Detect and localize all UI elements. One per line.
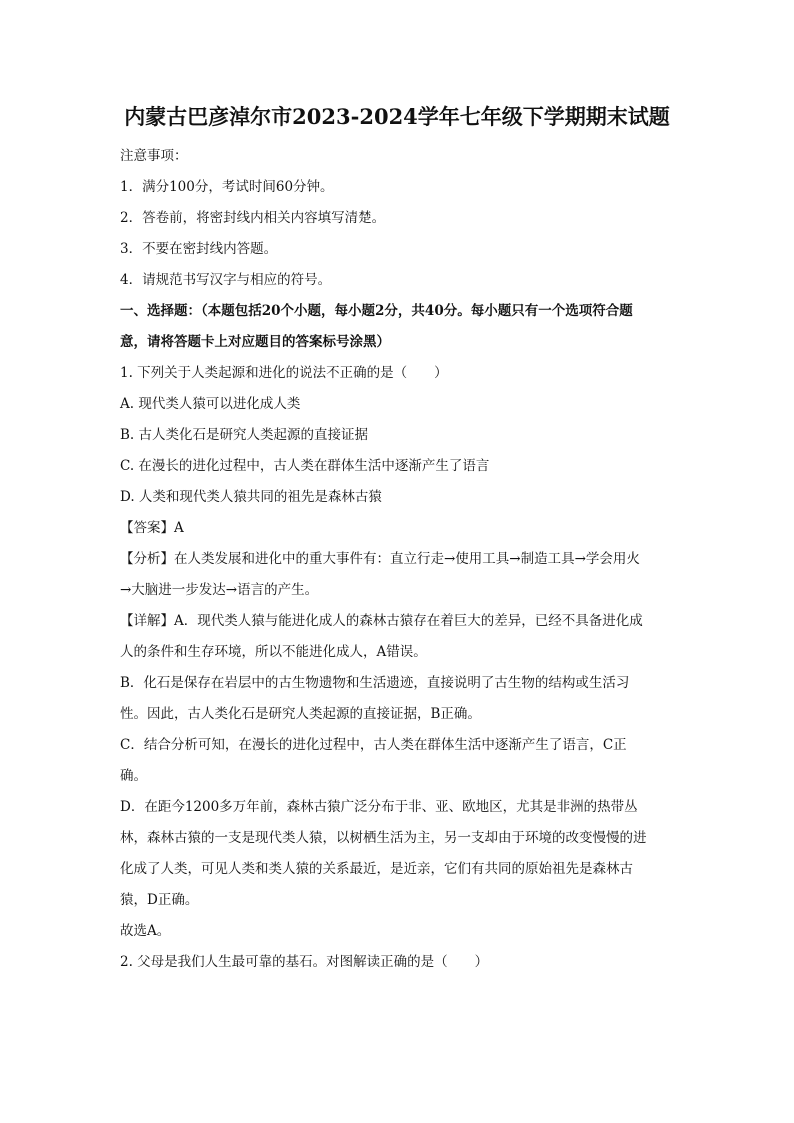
page-title: 内蒙古巴彦淖尔市2023-2024学年七年级下学期期末试题 xyxy=(124,104,670,129)
detail-line: 【详解】A．现代类人猿与能进化成人的森林古猿存在着巨大的差异，已经不具备进化成 xyxy=(120,613,643,629)
detail-line: 性。因此，古人类化石是研究人类起源的直接证据，B正确。 xyxy=(120,706,481,722)
document-body xyxy=(120,141,680,978)
analysis-line: →大脑进一步发达→语言的产生。 xyxy=(120,582,319,598)
answer-line: 【答案】A xyxy=(120,520,184,536)
detail-line: 猿，D正确。 xyxy=(120,892,199,908)
note-item: 4．请规范书写汉字与相应的符号。 xyxy=(120,272,332,288)
note-item: 3．不要在密封线内答题。 xyxy=(120,241,278,257)
question-option: D. 人类和现代类人猿共同的祖先是森林古猿 xyxy=(120,489,382,505)
section-heading-continued: 意，请将答题卡上对应题目的答案标号涂黑） xyxy=(120,334,390,350)
question-option: B. 古人类化石是研究人类起源的直接证据 xyxy=(120,427,369,443)
question-stem: 1. 下列关于人类起源和进化的说法不正确的是（ ） xyxy=(120,365,448,381)
notes-heading: 注意事项： xyxy=(120,148,188,164)
detail-line: 人的条件和生存环境，所以不能进化成人，A错误。 xyxy=(120,644,427,660)
analysis-line: 【分析】在人类发展和进化中的重大事件有：直立行走→使用工具→制造工具→学会用火 xyxy=(120,551,640,567)
note-item: 1．满分100分，考试时间60分钟。 xyxy=(120,179,334,195)
note-item: 2．答卷前，将密封线内相关内容填写清楚。 xyxy=(120,210,386,226)
question-option: C. 在漫长的进化过程中，古人类在群体生活中逐渐产生了语言 xyxy=(120,458,490,474)
detail-line: 化成了人类，可见人类和类人猿的关系最近，是近亲，它们有共同的原始祖先是森林古 xyxy=(120,861,633,877)
section-heading: 一、选择题：（本题包括20个小题，每小题2分，共40分。每小题只有一个选项符合题 xyxy=(120,303,633,319)
question-option: A. 现代类人猿可以进化成人类 xyxy=(120,396,301,412)
detail-line: D．在距今1200多万年前，森林古猿广泛分布于非、亚、欧地区，尤其是非洲的热带丛 xyxy=(120,799,638,815)
detail-line: 确。 xyxy=(120,768,147,784)
conclusion-line: 故选A。 xyxy=(120,923,171,939)
detail-line: B．化石是保存在岩层中的古生物遗物和生活遗迹，直接说明了古生物的结构或生活习 xyxy=(120,675,630,691)
question-stem: 2. 父母是我们人生最可靠的基石。对图解读正确的是（ ） xyxy=(120,954,489,970)
detail-line: C．结合分析可知，在漫长的进化过程中，古人类在群体生活中逐渐产生了语言，C正 xyxy=(120,737,627,753)
detail-line: 林，森林古猿的一支是现代类人猿，以树栖生活为主，另一支却由于环境的改变慢慢的进 xyxy=(120,830,647,846)
